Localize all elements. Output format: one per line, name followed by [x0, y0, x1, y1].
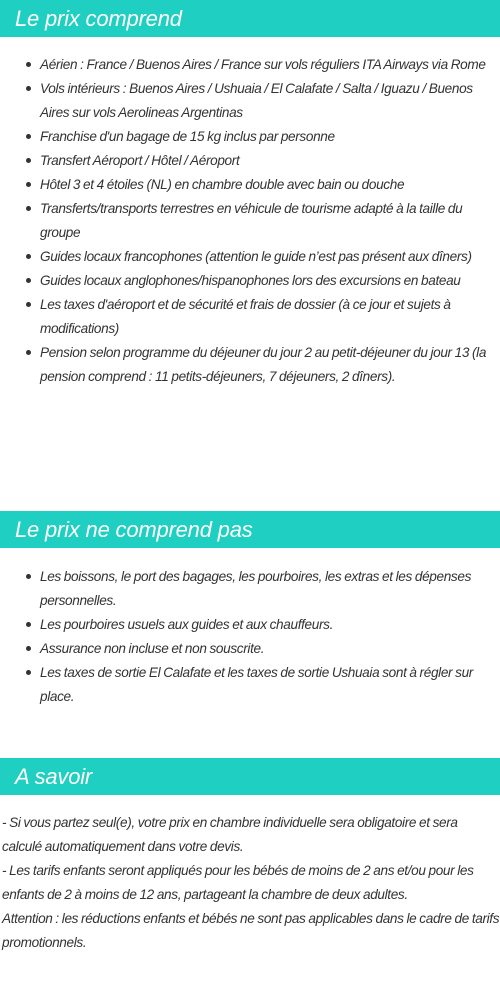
list-item: Les pourboires usuels aux guides et aux chauffeurs. — [40, 613, 500, 637]
info-paragraph: Attention : les réductions enfants et bébés ne sont pas applicables dans le cadre de tarifs promotionnels. — [2, 911, 500, 950]
list-item: Transfert Aéroport / Hôtel / Aéroport — [40, 149, 500, 173]
list-item: Franchise d'un bagage de 15 kg inclus par personne — [40, 125, 500, 149]
list-item: Assurance non incluse et non souscrite. — [40, 637, 500, 661]
section-title-not-included: Le prix ne comprend pas — [15, 516, 253, 542]
info-paragraph: - Les tarifs enfants seront appliqués pour les bébés de moins de 2 ans et/ou pour les enfants de 2 à moins de 12 ans, partageant la chambre de deux adultes. — [2, 863, 474, 902]
section-header-not-included — [0, 511, 500, 548]
section-header-to-know — [0, 758, 500, 795]
not-included-list — [0, 565, 500, 709]
list-item: Guides locaux francophones (attention le guide n’est pas présent aux dîners) — [40, 245, 500, 269]
list-item: Pension selon programme du déjeuner du jour 2 au petit-déjeuner du jour 13 (la pension comprend : 11 petits-déjeuners, 7 déjeuners, 2 dîners). — [40, 341, 500, 389]
list-item: Hôtel 3 et 4 étoiles (NL) en chambre double avec bain ou douche — [40, 173, 500, 197]
section-title-included: Le prix comprend — [15, 5, 182, 31]
section-title-to-know: A savoir — [15, 763, 93, 789]
section-header-included — [0, 0, 500, 37]
list-item: Guides locaux anglophones/hispanophones lors des excursions en bateau — [40, 269, 500, 293]
info-paragraph: - Si vous partez seul(e), votre prix en chambre individuelle sera obligatoire et sera calculé automatiquement dans votre devis. — [2, 815, 458, 854]
list-item: Transferts/transports terrestres en véhicule de tourisme adapté à la taille du groupe — [40, 197, 500, 245]
list-item: Vols intérieurs : Buenos Aires / Ushuaia / El Calafate / Salta / Iguazu / Buenos Aires sur vols Aerolineas Argentinas — [40, 77, 500, 125]
list-item: Les taxes de sortie El Calafate et les taxes de sortie Ushuaia sont à régler sur place. — [40, 661, 500, 709]
list-item: Les boissons, le port des bagages, les pourboires, les extras et les dépenses personnelles. — [40, 565, 500, 613]
to-know-text — [0, 811, 500, 955]
list-item: Aérien : France / Buenos Aires / France sur vols réguliers ITA Airways via Rome — [40, 53, 500, 77]
list-item: Les taxes d'aéroport et de sécurité et frais de dossier (à ce jour et sujets à modifications) — [40, 293, 500, 341]
included-list — [0, 53, 500, 389]
